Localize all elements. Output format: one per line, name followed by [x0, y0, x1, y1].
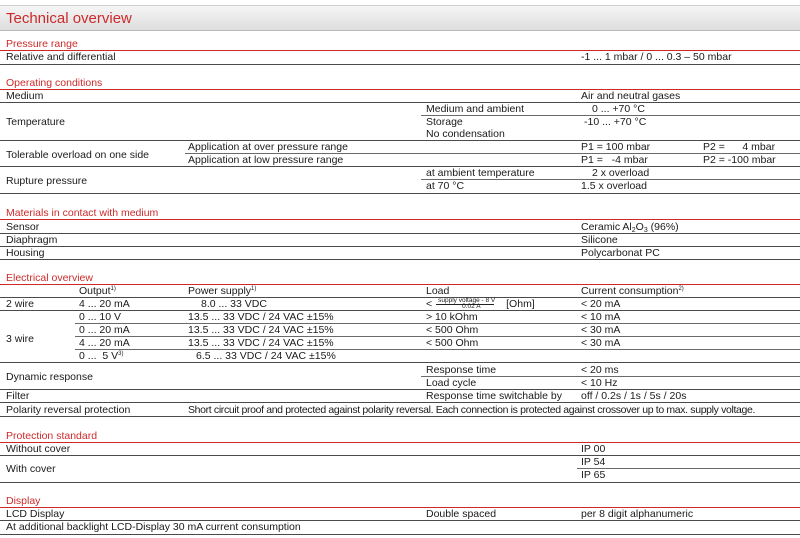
value-pressure-range: -1 ... 1 mbar / 0 ... 0.3 – 50 mbar [581, 51, 732, 63]
temperature-sub-storage: Storage [426, 116, 463, 128]
value-load-cycle: < 10 Hz [581, 377, 618, 389]
row-label-housing: Housing [6, 247, 45, 259]
output-value: 4 ... 20 mA [79, 298, 130, 310]
row-divider [0, 534, 800, 535]
row-divider [577, 468, 800, 469]
power-supply-value: 13.5 ... 33 VDC / 24 VAC ±15% [188, 337, 334, 349]
value-response-time: < 20 ms [581, 364, 619, 376]
section-divider [0, 219, 800, 220]
column-header-load: Load [426, 285, 450, 297]
backlight-note: At additional backlight LCD-Display 30 mA current consumption [6, 521, 301, 533]
value-filter: off / 0.2s / 1s / 5s / 20s [581, 390, 687, 402]
value-overload-p2-over: P2 = 4 mbar [703, 141, 776, 153]
column-header-power-supply: Power supply$^{1)}$ [188, 285, 257, 297]
wire-label-3: 3 wire [6, 333, 35, 345]
value-overload-p2-low: P2 = -100 mbar [703, 154, 776, 166]
row-label-lcd-display: LCD Display [6, 508, 65, 520]
row-label-without-cover: Without cover [6, 443, 71, 455]
load-value: < 500 Ohm [426, 324, 479, 336]
value-medium: Air and neutral gases [581, 90, 681, 102]
power-supply-value: 13.5 ... 33 VDC / 24 VAC ±15% [188, 311, 334, 323]
section-heading-materials: Materials in contact with medium [6, 207, 159, 219]
power-supply-value: 8.0 ... 33 VDC [201, 298, 267, 310]
row-divider [0, 166, 800, 167]
row-divider [0, 402, 800, 403]
row-label-diaphragm: Diaphragm [6, 234, 58, 246]
power-supply-value: 13.5 ... 33 VDC / 24 VAC ±15% [188, 324, 334, 336]
current-consumption-value: < 20 mA [581, 298, 621, 310]
value-diaphragm: Silicone [581, 234, 618, 246]
power-supply-value: 6.5 ... 33 VDC / 24 VAC ±15% [196, 350, 336, 362]
response-time-label: Response time [426, 364, 497, 376]
row-label-relative-differential: Relative and differential [6, 51, 116, 63]
row-divider [0, 246, 800, 247]
section-heading-pressure-range: Pressure range [6, 38, 78, 50]
output-value: 4 ... 20 mA [79, 337, 130, 349]
value-temperature-medium-ambient: 0 ... +70 °C [592, 103, 645, 115]
row-divider [0, 233, 800, 234]
load-cycle-label: Load cycle [426, 377, 477, 389]
load-value: > 10 kOhm [426, 311, 478, 323]
lcd-sub-label: Double spaced [426, 508, 497, 520]
current-consumption-value: < 30 mA [581, 337, 621, 349]
row-divider [0, 455, 800, 456]
value-rupture-ambient: 2 x overload [592, 167, 650, 179]
output-value: 0 ... 5 $V^{3)}$ [79, 350, 124, 362]
value-overload-p1-over: P1 = 100 mbar [581, 141, 651, 153]
current-consumption-value: < 10 mA [581, 311, 621, 323]
value-with-cover-ip65: IP 65 [581, 469, 606, 481]
temperature-sub-medium-ambient: Medium and ambient [426, 103, 525, 115]
load-value: < 500 Ohm [426, 337, 479, 349]
page-title: Technical overview [6, 10, 132, 27]
section-heading-operating-conditions: Operating conditions [6, 77, 103, 89]
output-value: 0 ... 20 mA [79, 324, 130, 336]
row-divider [0, 362, 800, 363]
value-housing: Polycarbonat PC [581, 247, 660, 259]
row-divider [0, 416, 800, 417]
section-heading-protection: Protection standard [6, 430, 98, 442]
row-divider [0, 64, 800, 65]
row-divider [0, 193, 800, 194]
section-heading-display: Display [6, 495, 41, 507]
row-label-medium: Medium [6, 90, 44, 102]
section-divider [0, 442, 800, 443]
overload-application-low-pressure: Application at low pressure range [188, 154, 344, 166]
value-lcd-display: per 8 digit alphanumeric [581, 508, 694, 520]
column-header-current: Current consumption$^{2)}$ [581, 285, 684, 297]
filter-sub-label: Response time switchable by [426, 390, 562, 402]
output-value: 0 ... 10 V [79, 311, 122, 323]
row-divider [0, 140, 800, 141]
value-temperature-storage: -10 ... +70 °C [584, 116, 647, 128]
rupture-sub-ambient: at ambient temperature [426, 167, 535, 179]
value-polarity-reversal: Short circuit proof and protected against polarity reversal. Each connection is protected against crossover up to max. supply voltage. [188, 404, 756, 416]
row-label-dynamic-response: Dynamic response [6, 371, 93, 383]
section-heading-electrical: Electrical overview [6, 272, 93, 284]
value-without-cover: IP 00 [581, 443, 606, 455]
rupture-sub-70c: at 70 °C [426, 180, 465, 192]
row-label-tolerable-overload: Tolerable overload on one side [6, 149, 150, 161]
row-divider [0, 482, 800, 483]
row-label-rupture-pressure: Rupture pressure [6, 175, 88, 187]
overload-application-over-pressure: Application at over pressure range [188, 141, 348, 153]
row-divider [0, 102, 800, 103]
row-divider [75, 349, 800, 350]
row-label-temperature: Temperature [6, 116, 65, 128]
temperature-sub-no-condensation: No condensation [426, 128, 505, 140]
value-overload-p1-low: P1 = -4 mbar [581, 154, 648, 166]
row-label-polarity-reversal: Polarity reversal protection [6, 404, 131, 416]
column-header-output: Output$^{1)}$ [79, 285, 116, 297]
load-formula: < $\frac{\text{supply voltage - 8 V}}{0.02 A}$ [Ohm] [426, 297, 535, 310]
row-divider [0, 259, 800, 260]
value-sensor: Ceramic $Al_2O_3$ (96%) [581, 221, 679, 234]
value-with-cover-ip54: IP 54 [581, 456, 606, 468]
wire-label-2: 2 wire [6, 298, 35, 310]
current-consumption-value: < 30 mA [581, 324, 621, 336]
title-bar [0, 5, 800, 31]
value-rupture-70c: 1.5 x overload [581, 180, 647, 192]
row-label-filter: Filter [6, 390, 30, 402]
row-label-sensor: Sensor [6, 221, 40, 233]
row-label-with-cover: With cover [6, 463, 56, 475]
